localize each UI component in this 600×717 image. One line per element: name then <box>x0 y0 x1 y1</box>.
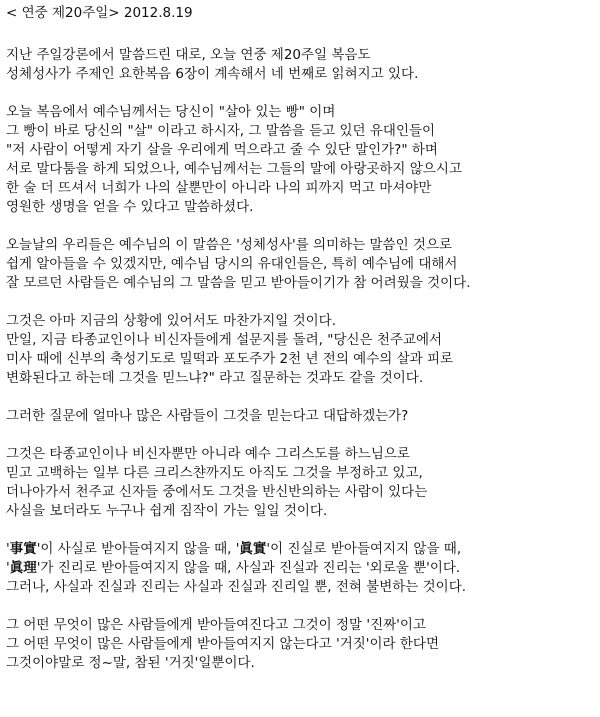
text-line: 미사 때에 신부의 축성기도로 밀떡과 포도주가 2천 년 전의 예수의 살과 피로 <box>6 351 454 367</box>
text-line: 잘 모르던 사람들은 예수님의 그 말씀을 믿고 받아들이기가 참 어려웠을 것이다. <box>6 275 471 291</box>
paragraph-4 <box>6 312 596 388</box>
paragraph-5 <box>6 407 596 426</box>
paragraph-2 <box>6 103 596 217</box>
text-segment: '이 진실로 받아들여지지 않을 때, <box>266 541 462 557</box>
quote-mark: ' <box>6 560 10 576</box>
text-line: 만일, 지금 타종교인이나 비신자들에게 설문지를 돌려, "당신은 천주교에서 <box>6 332 443 348</box>
text-line: 그것이야말로 정~말, 참된 '거짓'일뿐이다. <box>6 655 255 671</box>
text-line: 서로 말다툼을 하게 되었으나, 예수님께서는 그들의 말에 아랑곳하지 않으시고 <box>6 161 462 177</box>
text-segment: '가 진리로 받아들여지지 않을 때, 사실과 진실과 진리는 '외로울 뿐'이다. <box>36 560 461 576</box>
text-line: 한 술 더 뜨셔서 너희가 나의 살뿐만이 아니라 나의 피까지 먹고 마셔야만 <box>6 180 432 196</box>
text-line: 변화된다고 하는데 그것을 믿느냐?" 라고 질문하는 것과도 같을 것이다. <box>6 370 424 386</box>
document-title: < 연중 제20주일> 2012.8.19 <box>6 5 193 21</box>
text-segment: '이 사실로 받아들여지지 않을 때, ' <box>36 541 240 557</box>
hanja-word: 眞實 <box>239 541 267 557</box>
text-line: 그 어떤 무엇이 많은 사람들에게 받아들여지지 않는다고 '거짓'이라 한다면 <box>6 636 439 652</box>
text-line: 쉽게 알아들을 수 있겠지만, 예수님 당시의 유대인들은, 특히 예수님에 대해서 <box>6 256 458 272</box>
text-line: 지난 주일강론에서 말씀드린 대로, 오늘 연중 제20주일 복음도 <box>6 47 371 63</box>
text-line: 그것은 아마 지금의 상황에 있어서도 마찬가지일 것이다. <box>6 313 336 329</box>
paragraph-7 <box>6 540 596 597</box>
paragraph-3 <box>6 236 596 293</box>
text-line: "저 사람이 어떻게 자기 살을 우리에게 먹으라고 줄 수 있단 말인가?" 하며 <box>6 142 438 158</box>
paragraph-1 <box>6 46 596 84</box>
text-line: 그 빵이 바로 당신의 "살" 이라고 하시자, 그 말씀을 듣고 있던 유대인들이 <box>6 123 436 139</box>
hanja-word: 眞理 <box>9 560 37 576</box>
text-line: 더나아가서 천주교 신자들 중에서도 그것을 반신반의하는 사람이 있다는 <box>6 484 428 500</box>
text-line: 그것은 타종교인이나 비신자뿐만 아니라 예수 그리스도를 하느님으로 <box>6 446 410 462</box>
text-line: 그러한 질문에 얼마나 많은 사람들이 그것을 믿는다고 대답하겠는가? <box>6 408 409 424</box>
text-line: 그러나, 사실과 진실과 진리는 사실과 진실과 진리일 뿐, 전혀 불변하는 것이다. <box>6 579 467 595</box>
quote-mark: ' <box>6 541 10 557</box>
text-line: 오늘날의 우리들은 예수님의 이 말씀은 '성체성사'를 의미하는 말씀인 것으로 <box>6 237 453 253</box>
text-line: 영원한 생명을 얻을 수 있다고 말씀하셨다. <box>6 199 254 215</box>
text-line: 성체성사가 주제인 요한복음 6장이 계속해서 네 번째로 읽혀지고 있다. <box>6 66 419 82</box>
paragraph-8 <box>6 616 596 673</box>
document <box>6 4 596 692</box>
text-line: 사실을 보더라도 누구나 쉽게 짐작이 가는 일일 것이다. <box>6 503 328 519</box>
text-line: 믿고 고백하는 일부 다른 크리스챤까지도 아직도 그것을 부정하고 있고, <box>6 465 423 481</box>
text-line <box>6 540 596 559</box>
text-line: 오늘 복음에서 예수님께서는 당신이 "살아 있는 빵" 이며 <box>6 104 336 120</box>
paragraph-6 <box>6 445 596 521</box>
hanja-word: 事實 <box>9 541 37 557</box>
text-line: 그 어떤 무엇이 많은 사람들에게 받아들여진다고 그것이 정말 '진짜'이고 <box>6 617 426 633</box>
text-line <box>6 559 596 578</box>
